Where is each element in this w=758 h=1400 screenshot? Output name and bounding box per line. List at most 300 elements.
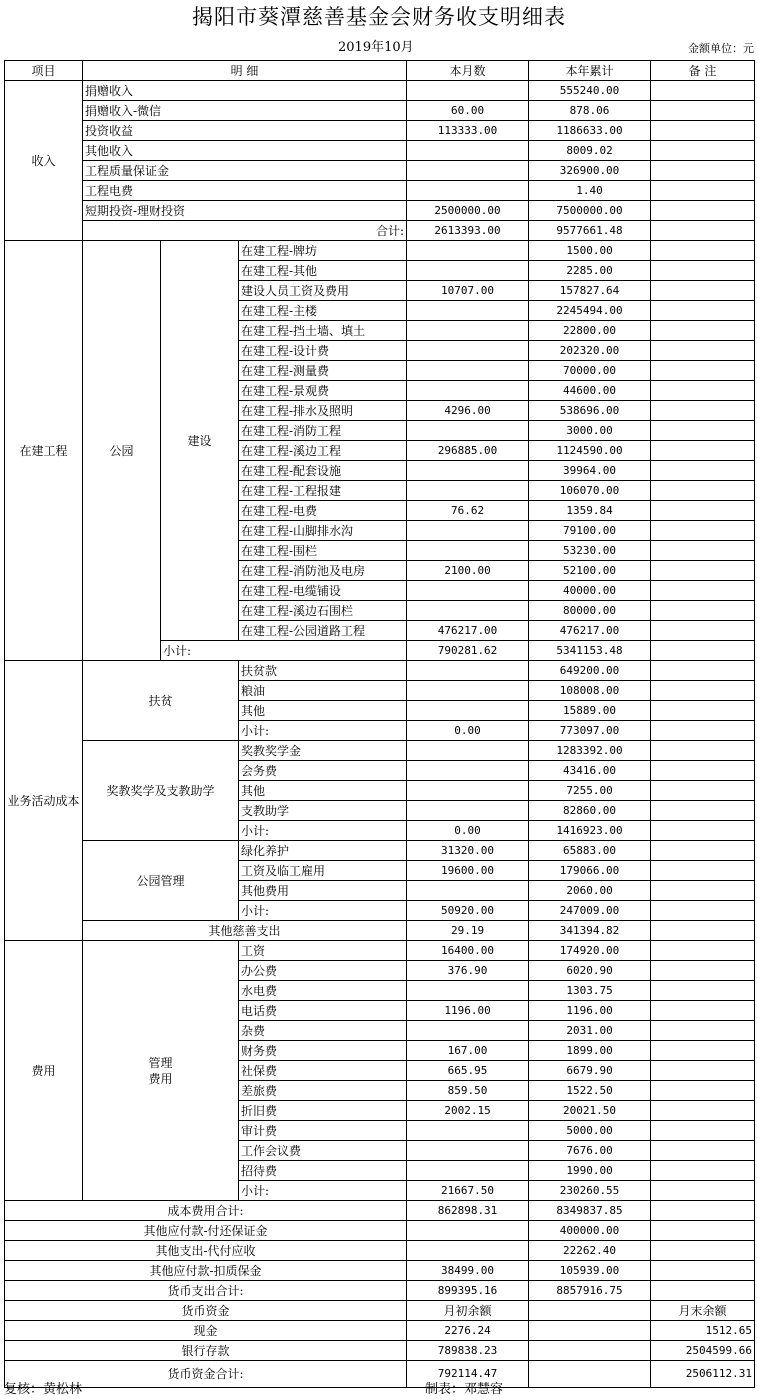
ytd-value: 8349837.85 xyxy=(529,1201,651,1221)
ytd-value: 878.06 xyxy=(529,101,651,121)
ytd-value: 1303.75 xyxy=(529,981,651,1001)
month-value xyxy=(407,341,529,361)
header-note: 备 注 xyxy=(651,61,755,81)
row-name: 在建工程-设计费 xyxy=(239,341,407,361)
month-value: 76.62 xyxy=(407,501,529,521)
row-name: 会务费 xyxy=(239,761,407,781)
ytd-value: 79100.00 xyxy=(529,521,651,541)
ytd-value: 1.40 xyxy=(529,181,651,201)
row-name: 差旅费 xyxy=(239,1081,407,1101)
month-value xyxy=(407,421,529,441)
construction-sub2: 建设 xyxy=(161,241,239,641)
ytd-value: 247009.00 xyxy=(529,901,651,921)
note-cell xyxy=(651,421,755,441)
management-label: 管理 xyxy=(148,1055,173,1070)
month-value xyxy=(407,701,529,721)
business-group-poverty: 扶贫 xyxy=(83,661,239,741)
row-name: 招待费 xyxy=(239,1161,407,1181)
note-cell xyxy=(651,721,755,741)
row-name: 工程质量保证金 xyxy=(83,161,407,181)
month-value xyxy=(407,381,529,401)
summary-label: 货币支出合计: xyxy=(5,1281,407,1301)
ytd-value: 53230.00 xyxy=(529,541,651,561)
note-cell xyxy=(651,1121,755,1141)
month-value: 665.95 xyxy=(407,1061,529,1081)
note-cell xyxy=(651,481,755,501)
row-name: 绿化养护 xyxy=(239,841,407,861)
note-cell xyxy=(651,161,755,181)
business-group-park: 公园管理 xyxy=(83,841,239,921)
row-name: 财务费 xyxy=(239,1041,407,1061)
ytd-value: 1283392.00 xyxy=(529,741,651,761)
month-value: 2613393.00 xyxy=(407,221,529,241)
month-value xyxy=(407,301,529,321)
ytd-value: 230260.55 xyxy=(529,1181,651,1201)
row-name: 其他 xyxy=(239,781,407,801)
note-cell xyxy=(651,881,755,901)
income-row xyxy=(5,201,755,221)
month-value: 4296.00 xyxy=(407,401,529,421)
note-cell xyxy=(651,841,755,861)
opening-balance-header: 月初余额 xyxy=(407,1301,529,1321)
note-cell xyxy=(651,461,755,481)
note-cell xyxy=(651,141,755,161)
business-row xyxy=(5,661,755,681)
note-cell xyxy=(651,241,755,261)
ytd-value: 2245494.00 xyxy=(529,301,651,321)
row-name: 短期投资-理财投资 xyxy=(83,201,407,221)
ytd-value: 5000.00 xyxy=(529,1121,651,1141)
income-label: 收入 xyxy=(5,81,83,241)
month-value xyxy=(407,321,529,341)
note-cell xyxy=(651,981,755,1001)
month-value: 10707.00 xyxy=(407,281,529,301)
funds-bank-label: 银行存款 xyxy=(5,1341,407,1361)
opening-balance-total: 792114.47 xyxy=(407,1361,529,1388)
ytd-value: 6020.90 xyxy=(529,961,651,981)
row-name: 工资及临工雇用 xyxy=(239,861,407,881)
row-name: 杂费 xyxy=(239,1021,407,1041)
ytd-value: 773097.00 xyxy=(529,721,651,741)
business-row xyxy=(5,841,755,861)
note-cell xyxy=(651,1261,755,1281)
note-cell xyxy=(651,741,755,761)
month-value xyxy=(407,1021,529,1041)
summary-label: 其他支出-代付应收 xyxy=(5,1241,407,1261)
note-cell xyxy=(651,261,755,281)
row-name: 其他收入 xyxy=(83,141,407,161)
summary-row xyxy=(5,1241,755,1261)
month-value: 19600.00 xyxy=(407,861,529,881)
row-name: 社保费 xyxy=(239,1061,407,1081)
currency-unit: 金额单位：元 xyxy=(688,42,754,55)
note-cell xyxy=(651,921,755,941)
ytd-value: 555240.00 xyxy=(529,81,651,101)
month-value xyxy=(407,361,529,381)
reviewer-signature: 复核：黄松林 xyxy=(4,1382,83,1397)
ytd-value: 1124590.00 xyxy=(529,441,651,461)
ytd-value: 82860.00 xyxy=(529,801,651,821)
month-value xyxy=(407,781,529,801)
business-row xyxy=(5,741,755,761)
note-cell xyxy=(651,901,755,921)
note-cell xyxy=(651,581,755,601)
ytd-value: 476217.00 xyxy=(529,621,651,641)
month-value xyxy=(407,881,529,901)
month-value: 2500000.00 xyxy=(407,201,529,221)
ytd-value: 1522.50 xyxy=(529,1081,651,1101)
month-value: 0.00 xyxy=(407,821,529,841)
construction-label: 在建工程 xyxy=(5,241,83,661)
month-value xyxy=(407,1241,529,1261)
ytd-value: 6679.90 xyxy=(529,1061,651,1081)
funds-header-row xyxy=(5,1301,755,1321)
closing-balance: 1512.65 xyxy=(651,1321,755,1341)
row-name: 电话费 xyxy=(239,1001,407,1021)
ytd-value: 538696.00 xyxy=(529,401,651,421)
empty-cell xyxy=(529,1361,651,1388)
empty-cell xyxy=(529,1341,651,1361)
row-name: 在建工程-景观费 xyxy=(239,381,407,401)
note-cell xyxy=(651,521,755,541)
ytd-value: 400000.00 xyxy=(529,1221,651,1241)
month-value xyxy=(407,1141,529,1161)
note-cell xyxy=(651,1001,755,1021)
month-value xyxy=(407,801,529,821)
ytd-value: 2285.00 xyxy=(529,261,651,281)
note-cell xyxy=(651,861,755,881)
summary-label: 其他应付款-扣质保金 xyxy=(5,1261,407,1281)
summary-row xyxy=(5,1281,755,1301)
note-cell xyxy=(651,121,755,141)
ytd-value: 649200.00 xyxy=(529,661,651,681)
header-month: 本月数 xyxy=(407,61,529,81)
construction-row xyxy=(5,241,755,261)
income-row xyxy=(5,141,755,161)
row-name: 建设人员工资及费用 xyxy=(239,281,407,301)
row-name: 其他费用 xyxy=(239,881,407,901)
ytd-value: 20021.50 xyxy=(529,1101,651,1121)
note-cell xyxy=(651,281,755,301)
month-value xyxy=(407,681,529,701)
note-cell xyxy=(651,321,755,341)
note-cell xyxy=(651,561,755,581)
closing-balance-header: 月末余额 xyxy=(651,1301,755,1321)
income-row xyxy=(5,121,755,141)
row-name: 工作会议费 xyxy=(239,1141,407,1161)
expenses-label: 费用 xyxy=(5,941,83,1201)
note-cell xyxy=(651,781,755,801)
row-name: 工资 xyxy=(239,941,407,961)
income-row xyxy=(5,81,755,101)
row-name: 捐赠收入 xyxy=(83,81,407,101)
ytd-value: 44600.00 xyxy=(529,381,651,401)
row-name: 奖教奖学金 xyxy=(239,741,407,761)
business-label: 业务活动成本 xyxy=(5,661,83,941)
header-ytd: 本年累计 xyxy=(529,61,651,81)
construction-sub1: 公园 xyxy=(83,241,161,661)
month-value: 859.50 xyxy=(407,1081,529,1101)
month-value: 296885.00 xyxy=(407,441,529,461)
ytd-value: 40000.00 xyxy=(529,581,651,601)
note-cell xyxy=(651,761,755,781)
month-value xyxy=(407,141,529,161)
row-name: 在建工程-主楼 xyxy=(239,301,407,321)
fee-label: 费用 xyxy=(148,1071,173,1086)
summary-label: 其他应付款-付还保证金 xyxy=(5,1221,407,1241)
month-value: 1196.00 xyxy=(407,1001,529,1021)
note-cell xyxy=(651,381,755,401)
month-value: 790281.62 xyxy=(407,641,529,661)
note-cell xyxy=(651,181,755,201)
row-name: 折旧费 xyxy=(239,1101,407,1121)
note-cell xyxy=(651,301,755,321)
row-name: 在建工程-公园道路工程 xyxy=(239,621,407,641)
ytd-value: 7676.00 xyxy=(529,1141,651,1161)
row-name: 在建工程-牌坊 xyxy=(239,241,407,261)
ytd-value: 1186633.00 xyxy=(529,121,651,141)
ytd-value: 52100.00 xyxy=(529,561,651,581)
note-cell xyxy=(651,1141,755,1161)
ytd-value: 22262.40 xyxy=(529,1241,651,1261)
month-value: 376.90 xyxy=(407,961,529,981)
closing-balance-total: 2506112.31 xyxy=(651,1361,755,1388)
note-cell xyxy=(651,541,755,561)
month-value: 2002.15 xyxy=(407,1101,529,1121)
note-cell xyxy=(651,1061,755,1081)
note-cell xyxy=(651,201,755,221)
month-value xyxy=(407,161,529,181)
row-name: 在建工程-挡土墙、填土 xyxy=(239,321,407,341)
ytd-value: 1500.00 xyxy=(529,241,651,261)
management-fee-label xyxy=(83,941,239,1201)
month-value xyxy=(407,741,529,761)
month-value: 899395.16 xyxy=(407,1281,529,1301)
row-name: 捐赠收入-微信 xyxy=(83,101,407,121)
ytd-value: 157827.64 xyxy=(529,281,651,301)
ledger-body xyxy=(5,61,755,1388)
note-cell xyxy=(651,961,755,981)
ytd-value: 1416923.00 xyxy=(529,821,651,841)
header-detail: 明 细 xyxy=(83,61,407,81)
ytd-value: 70000.00 xyxy=(529,361,651,381)
note-cell xyxy=(651,101,755,121)
ytd-value: 108008.00 xyxy=(529,681,651,701)
month-value: 50920.00 xyxy=(407,901,529,921)
note-cell xyxy=(651,801,755,821)
row-name: 在建工程-排水及照明 xyxy=(239,401,407,421)
note-cell xyxy=(651,401,755,421)
row-name: 在建工程-消防池及电房 xyxy=(239,561,407,581)
note-cell xyxy=(651,681,755,701)
row-name: 扶贫款 xyxy=(239,661,407,681)
row-name: 审计费 xyxy=(239,1121,407,1141)
row-name: 小计: xyxy=(239,821,407,841)
ytd-value: 3000.00 xyxy=(529,421,651,441)
row-name: 在建工程-电费 xyxy=(239,501,407,521)
note-cell xyxy=(651,1281,755,1301)
header-item: 项目 xyxy=(5,61,83,81)
row-name: 小计: xyxy=(239,721,407,741)
note-cell xyxy=(651,221,755,241)
note-cell xyxy=(651,1181,755,1201)
ytd-value: 326900.00 xyxy=(529,161,651,181)
ytd-value: 2060.00 xyxy=(529,881,651,901)
ytd-value: 5341153.48 xyxy=(529,641,651,661)
row-name: 其他 xyxy=(239,701,407,721)
empty-cell xyxy=(529,1301,651,1321)
note-cell xyxy=(651,941,755,961)
business-group-education: 奖教奖学及支教助学 xyxy=(83,741,239,841)
ytd-value: 7255.00 xyxy=(529,781,651,801)
note-cell xyxy=(651,821,755,841)
ytd-value: 43416.00 xyxy=(529,761,651,781)
month-value: 0.00 xyxy=(407,721,529,741)
month-value xyxy=(407,581,529,601)
row-name: 在建工程-溪边石围栏 xyxy=(239,601,407,621)
ytd-value: 8009.02 xyxy=(529,141,651,161)
month-value xyxy=(407,481,529,501)
note-cell xyxy=(651,341,755,361)
month-value: 21667.50 xyxy=(407,1181,529,1201)
row-name: 在建工程-电缆铺设 xyxy=(239,581,407,601)
note-cell xyxy=(651,1081,755,1101)
ytd-value: 7500000.00 xyxy=(529,201,651,221)
header-row xyxy=(5,61,755,81)
row-name: 投资收益 xyxy=(83,121,407,141)
month-value xyxy=(407,1121,529,1141)
opening-balance: 789838.23 xyxy=(407,1341,529,1361)
closing-balance: 2504599.66 xyxy=(651,1341,755,1361)
ytd-value: 22800.00 xyxy=(529,321,651,341)
note-cell xyxy=(651,81,755,101)
summary-label: 成本费用合计: xyxy=(5,1201,407,1221)
month-value: 60.00 xyxy=(407,101,529,121)
income-row xyxy=(5,101,755,121)
summary-row xyxy=(5,1261,755,1281)
row-name: 支教助学 xyxy=(239,801,407,821)
note-cell xyxy=(651,701,755,721)
income-total-row xyxy=(5,221,755,241)
income-row xyxy=(5,161,755,181)
row-name: 小计: xyxy=(239,901,407,921)
month-value xyxy=(407,541,529,561)
expense-row xyxy=(5,941,755,961)
row-name: 工程电费 xyxy=(83,181,407,201)
note-cell xyxy=(651,1101,755,1121)
note-cell xyxy=(651,601,755,621)
ytd-value: 202320.00 xyxy=(529,341,651,361)
funds-row xyxy=(5,1341,755,1361)
ytd-value: 15889.00 xyxy=(529,701,651,721)
funds-total-row xyxy=(5,1361,755,1388)
month-value xyxy=(407,661,529,681)
total-label: 合计: xyxy=(83,221,407,241)
ytd-value: 179066.00 xyxy=(529,861,651,881)
empty-cell xyxy=(529,1321,651,1341)
funds-total-label: 货币资金合计: xyxy=(5,1361,407,1388)
report-title: 揭阳市葵潭慈善基金会财务收支明细表 xyxy=(192,5,566,29)
summary-row xyxy=(5,1201,755,1221)
ytd-value: 1899.00 xyxy=(529,1041,651,1061)
note-cell xyxy=(651,1221,755,1241)
note-cell xyxy=(651,501,755,521)
ytd-value: 1359.84 xyxy=(529,501,651,521)
note-cell xyxy=(651,1161,755,1181)
funds-row xyxy=(5,1321,755,1341)
month-value: 31320.00 xyxy=(407,841,529,861)
ledger-table xyxy=(4,60,755,1388)
month-value xyxy=(407,761,529,781)
month-value xyxy=(407,1221,529,1241)
month-value xyxy=(407,981,529,1001)
business-other-row xyxy=(5,921,755,941)
row-name: 办公费 xyxy=(239,961,407,981)
ytd-value: 341394.82 xyxy=(529,921,651,941)
report-period: 2019年10月 xyxy=(338,40,414,55)
funds-label: 货币资金 xyxy=(5,1301,407,1321)
note-cell xyxy=(651,1201,755,1221)
month-value: 38499.00 xyxy=(407,1261,529,1281)
summary-row xyxy=(5,1221,755,1241)
ytd-value: 80000.00 xyxy=(529,601,651,621)
row-name: 在建工程-消防工程 xyxy=(239,421,407,441)
ytd-value: 9577661.48 xyxy=(529,221,651,241)
ytd-value: 1990.00 xyxy=(529,1161,651,1181)
row-name: 在建工程-工程报建 xyxy=(239,481,407,501)
note-cell xyxy=(651,1041,755,1061)
month-value: 29.19 xyxy=(407,921,529,941)
row-name: 水电费 xyxy=(239,981,407,1001)
ytd-value: 106070.00 xyxy=(529,481,651,501)
ytd-value: 39964.00 xyxy=(529,461,651,481)
row-name: 粮油 xyxy=(239,681,407,701)
ytd-value: 8857916.75 xyxy=(529,1281,651,1301)
month-value xyxy=(407,1161,529,1181)
month-value xyxy=(407,461,529,481)
ytd-value: 174920.00 xyxy=(529,941,651,961)
row-name: 在建工程-溪边工程 xyxy=(239,441,407,461)
row-name: 小计: xyxy=(239,1181,407,1201)
row-name: 在建工程-其他 xyxy=(239,261,407,281)
note-cell xyxy=(651,641,755,661)
month-value: 476217.00 xyxy=(407,621,529,641)
row-name: 在建工程-围栏 xyxy=(239,541,407,561)
month-value xyxy=(407,241,529,261)
row-name: 在建工程-山脚排水沟 xyxy=(239,521,407,541)
month-value xyxy=(407,521,529,541)
month-value xyxy=(407,601,529,621)
row-name: 在建工程-测量费 xyxy=(239,361,407,381)
month-value: 2100.00 xyxy=(407,561,529,581)
ytd-value: 2031.00 xyxy=(529,1021,651,1041)
month-value: 113333.00 xyxy=(407,121,529,141)
month-value xyxy=(407,181,529,201)
ytd-value: 1196.00 xyxy=(529,1001,651,1021)
ytd-value: 65883.00 xyxy=(529,841,651,861)
subtotal-label: 小计: xyxy=(161,641,407,661)
row-name: 在建工程-配套设施 xyxy=(239,461,407,481)
month-value: 16400.00 xyxy=(407,941,529,961)
month-value xyxy=(407,261,529,281)
income-row xyxy=(5,181,755,201)
note-cell xyxy=(651,1241,755,1261)
preparer-signature: 制表：邓慧容 xyxy=(425,1382,504,1397)
month-value: 167.00 xyxy=(407,1041,529,1061)
opening-balance: 2276.24 xyxy=(407,1321,529,1341)
month-value: 862898.31 xyxy=(407,1201,529,1221)
note-cell xyxy=(651,1021,755,1041)
